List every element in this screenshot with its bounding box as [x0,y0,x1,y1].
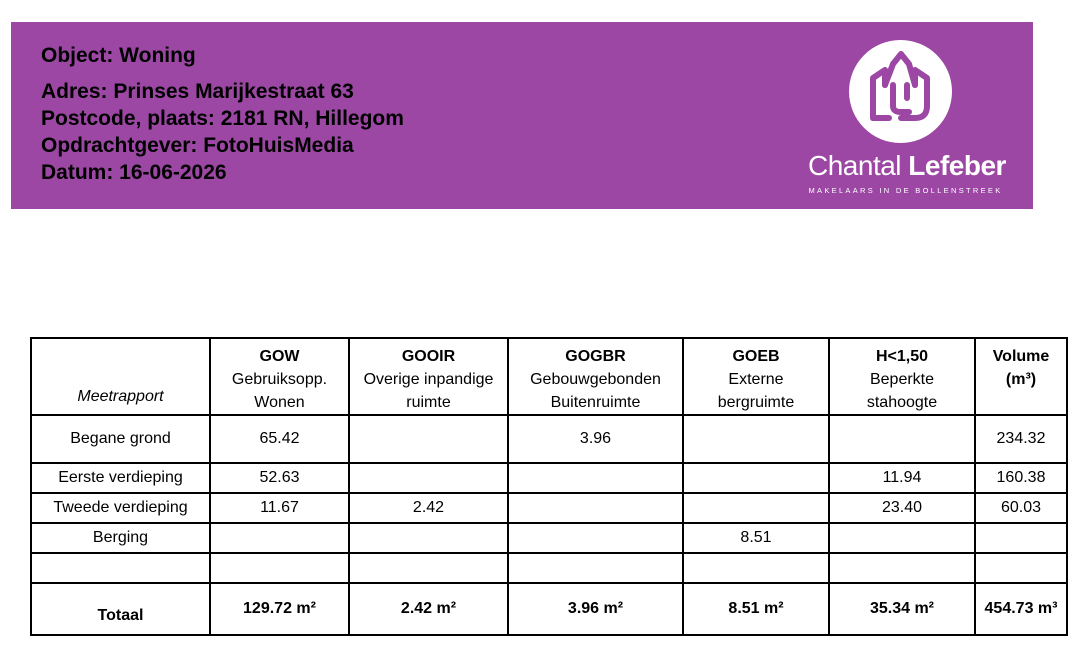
table-cell [508,553,683,583]
table-row [31,415,1067,463]
table-row [31,463,1067,493]
table-cell [349,463,508,493]
column-desc: Externe [728,371,784,388]
table-cell: 60.03 [975,493,1067,523]
logo-name-bold: Lefeber [908,150,1006,181]
postcode-line: Postcode, plaats: 2181 RN, Hillegom [41,107,404,130]
total-cell: 35.34 m² [829,583,975,635]
table-cell [683,493,829,523]
address-line: Adres: Prinses Marijkestraat 63 [41,80,354,103]
total-cell: 454.73 m³ [975,583,1067,635]
tulip-house-icon [849,40,952,143]
table-cell [683,463,829,493]
table-cell: 160.38 [975,463,1067,493]
table-header-row [31,338,1067,415]
column-code: Volume [992,348,1050,365]
logo-tagline: MAKELAARS IN DE BOLLENSTREEK [808,186,1003,195]
column-code: GOEB [732,348,780,365]
column-header-gogbr [508,338,683,415]
row-label: Berging [31,523,210,553]
table-row [31,523,1067,553]
table-cell: 234.32 [975,415,1067,463]
table-cell: 65.42 [210,415,349,463]
table-total-row [31,583,1067,635]
table-cell [210,523,349,553]
row-label: Eerste verdieping [31,463,210,493]
column-desc: Wonen [254,394,305,411]
logo-wordmark [808,150,1006,182]
column-header-gow [210,338,349,415]
table-cell [508,463,683,493]
table-cell: 8.51 [683,523,829,553]
object-info [41,42,404,186]
company-logo [808,40,1006,200]
column-code: GOW [259,348,300,365]
client-line: Opdrachtgever: FotoHuisMedia [41,134,354,157]
row-label: Begane grond [31,415,210,463]
column-code: H<1,50 [875,348,929,365]
table-cell [349,415,508,463]
column-code: GOOIR [401,348,456,365]
column-desc: Buitenruimte [550,394,641,411]
table-cell [829,523,975,553]
row-label: Tweede verdieping [31,493,210,523]
column-desc: Overige inpandige [363,371,494,388]
column-desc: bergruimte [717,394,795,411]
logo-circle [849,40,952,143]
table-cell [683,553,829,583]
table-cell: 2.42 [349,493,508,523]
total-cell: 2.42 m² [349,583,508,635]
table-cell [975,553,1067,583]
table-cell: 11.67 [210,493,349,523]
table-cell [829,553,975,583]
table-cell: 11.94 [829,463,975,493]
logo-name-light: Chantal [808,150,909,181]
column-unit: (m³) [1005,371,1037,388]
column-desc: Beperkte [869,371,935,388]
total-label: Totaal [31,583,210,635]
column-header-volume [975,338,1067,415]
column-header-gooir [349,338,508,415]
table-cell [508,523,683,553]
total-cell: 3.96 m² [508,583,683,635]
table-row [31,493,1067,523]
column-desc: stahoogte [866,394,938,411]
table-cell [829,415,975,463]
table-cell [349,553,508,583]
table-cell [683,415,829,463]
column-header-h150 [829,338,975,415]
object-line: Object: Woning [41,44,196,67]
row-label [31,553,210,583]
measurement-table [30,337,1068,636]
column-header-goeb [683,338,829,415]
date-line: Datum: 16-06-2026 [41,161,227,184]
total-cell: 8.51 m² [683,583,829,635]
total-cell: 129.72 m² [210,583,349,635]
table-cell: 23.40 [829,493,975,523]
table-cell [508,493,683,523]
report-header [11,22,1033,209]
table-cell [210,553,349,583]
table-cell: 52.63 [210,463,349,493]
table-cell: 3.96 [508,415,683,463]
column-desc: Gebruiksopp. [231,371,328,388]
column-desc: Gebouwgebonden [530,371,661,388]
table-cell [349,523,508,553]
table-row [31,553,1067,583]
column-desc: ruimte [406,394,451,411]
column-code: GOGBR [565,348,626,365]
table-cell [975,523,1067,553]
corner-cell: Meetrapport [31,338,210,415]
